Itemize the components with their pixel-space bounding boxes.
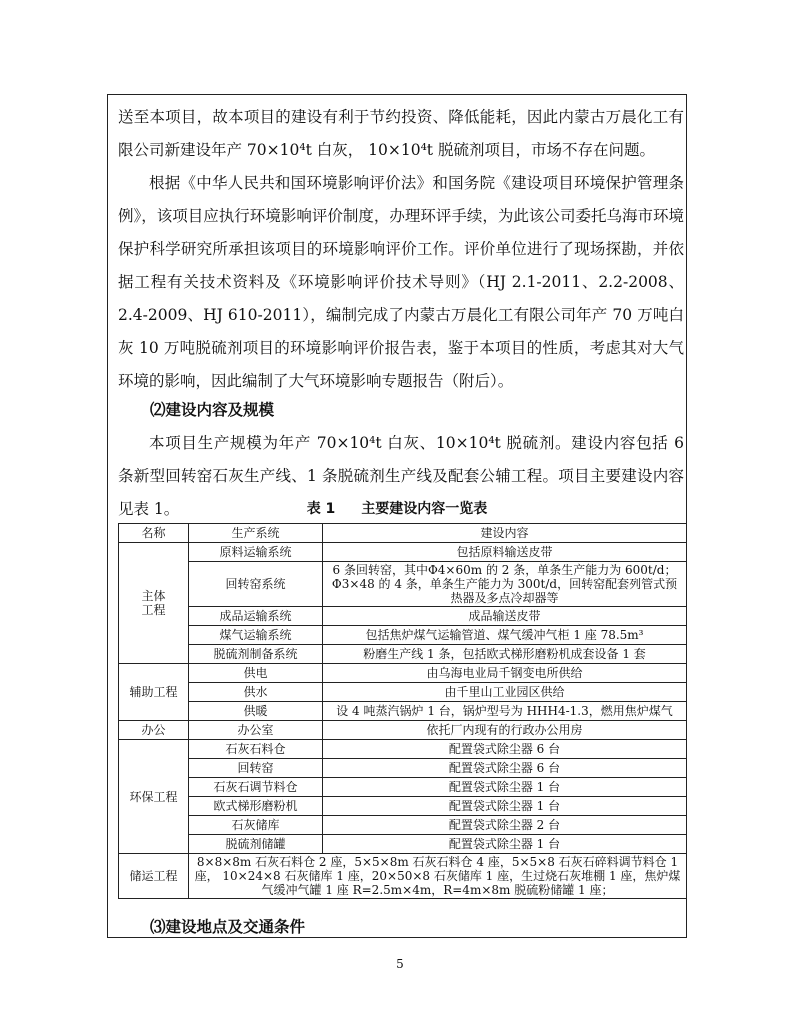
row-content: 配置袋式除尘器 6 台: [323, 759, 687, 778]
table-row: [119, 683, 687, 702]
table-row: [119, 854, 687, 899]
row-content: 配置袋式除尘器 1 台: [323, 778, 687, 797]
table-row: [119, 607, 687, 626]
table-row: [119, 721, 687, 740]
row-system: 原料运输系统: [189, 543, 323, 562]
header-name: 名称: [119, 524, 189, 543]
group-env: 环保工程: [119, 740, 189, 854]
row-system: 煤气运输系统: [189, 626, 323, 645]
table-row: [119, 835, 687, 854]
table-row: [119, 645, 687, 664]
row-system: 回转窑: [189, 759, 323, 778]
table-caption: 主要建设内容一览表: [361, 501, 488, 517]
row-system: 供电: [189, 664, 323, 683]
group-office: 办公: [119, 721, 189, 740]
row-system: 石灰石料仓: [189, 740, 323, 759]
table-row: [119, 797, 687, 816]
row-system: 石灰储库: [189, 816, 323, 835]
table-number: 表 1: [306, 501, 336, 517]
row-content: 包括焦炉煤气运输管道、煤气缓冲气柜 1 座 78.5m³: [323, 626, 687, 645]
table-row: [119, 543, 687, 562]
storage-content: 8×8×8m 石灰石料仓 2 座，5×5×8m 石灰石料仓 4 座，5×5×8 石灰石碎料调节料仓 1 座， 10×24×8 石灰储库 1 座，20×50×8 石灰储库 1 座，生过烧石灰堆棚 1 座，焦炉煤气缓冲气罐 1 座 R=2.5m×4m，R=4m×8m 脱硫粉储罐 1 座；: [189, 854, 687, 899]
row-system: 供水: [189, 683, 323, 702]
row-content: 由乌海电业局千钢变电所供给: [323, 664, 687, 683]
table-header-row: [119, 524, 687, 543]
row-system: 供暖: [189, 702, 323, 721]
row-content: 配置袋式除尘器 6 台: [323, 740, 687, 759]
group-main: [119, 543, 189, 664]
row-system: 成品运输系统: [189, 607, 323, 626]
row-system: 欧式梯形磨粉机: [189, 797, 323, 816]
row-content: 依托厂内现有的行政办公用房: [323, 721, 687, 740]
table-row: [119, 816, 687, 835]
table-row: [119, 740, 687, 759]
table-row: [119, 759, 687, 778]
row-content: 配置袋式除尘器 1 台: [323, 797, 687, 816]
table-title: [107, 498, 687, 518]
row-content: 配置袋式除尘器 2 台: [323, 816, 687, 835]
construction-content-table: [118, 523, 687, 899]
section-2-heading: ⑵建设内容及规模: [150, 400, 275, 419]
group-main-label: 主体工程: [141, 589, 166, 617]
page-number: 5: [396, 957, 404, 971]
header-system: 生产系统: [189, 524, 323, 543]
intro-paragraph-1: 送至本项目，故本项目的建设有利于节约投资、降低能耗，因此内蒙古万晨化工有限公司新建设年产 70×10⁴t 白灰， 10×10⁴t 脱硫剂项目，市场不存在问题。: [118, 108, 684, 159]
intro-paragraph-2: 根据《中华人民共和国环境影响评价法》和国务院《建设项目环境保护管理条例》，该项目应执行环境影响评价制度，办理环评手续，为此该公司委托乌海市环境保护科学研究所承担该项目的环境影响评价工作。评价单位进行了现场探勘，并依据工程有关技术资料及《环境影响评价技术导则》（HJ 2.1-2011、2.2-2008、2.4-2009、HJ 610-2011），编制完成了内蒙古万晨化工有限公司年产 70 万吨白灰 10 万吨脱硫剂项目的环境影响评价报告表，鉴于本项目的性质，考虑其对大气环境的影响，因此编制了大气环境影响专题报告（附后）。: [118, 174, 684, 390]
table-row: [119, 778, 687, 797]
row-system: 石灰石调节料仓: [189, 778, 323, 797]
row-system: 脱硫剂储罐: [189, 835, 323, 854]
header-content: 建设内容: [323, 524, 687, 543]
row-system: 回转窑系统: [189, 562, 323, 607]
row-content: 配置袋式除尘器 1 台: [323, 835, 687, 854]
row-content: 包括原料输送皮带: [323, 543, 687, 562]
row-content: 粉磨生产线 1 条，包括欧式梯形磨粉机成套设备 1 套: [323, 645, 687, 664]
group-aux: 辅助工程: [119, 664, 189, 721]
table-row: [119, 626, 687, 645]
row-system: 脱硫剂制备系统: [189, 645, 323, 664]
row-content: 成品输送皮带: [323, 607, 687, 626]
section-2-paragraph: 本项目生产规模为年产 70×10⁴t 白灰、10×10⁴t 脱硫剂。建设内容包括 6 条新型回转窑石灰生产线、1 条脱硫剂生产线及配套公辅工程。项目主要建设内容见表 1。: [118, 434, 684, 518]
row-content: 由千里山工业园区供给: [323, 683, 687, 702]
row-content: 6 条回转窑，其中Φ4×60m 的 2 条，单条生产能力为 600t/d；Φ3×48 的 4 条，单条生产能力为 300t/d，回转窑配套列管式预热器及多点冷却器等: [323, 562, 687, 607]
table-row: [119, 562, 687, 607]
group-storage: 储运工程: [119, 854, 189, 899]
row-content: 设 4 吨蒸汽锅炉 1 台，锅炉型号为 HHH4-1.3，燃用焦炉煤气: [323, 702, 687, 721]
section-3-heading: ⑶建设地点及交通条件: [150, 917, 306, 936]
table-row: [119, 664, 687, 683]
row-system: 办公室: [189, 721, 323, 740]
table-row: [119, 702, 687, 721]
